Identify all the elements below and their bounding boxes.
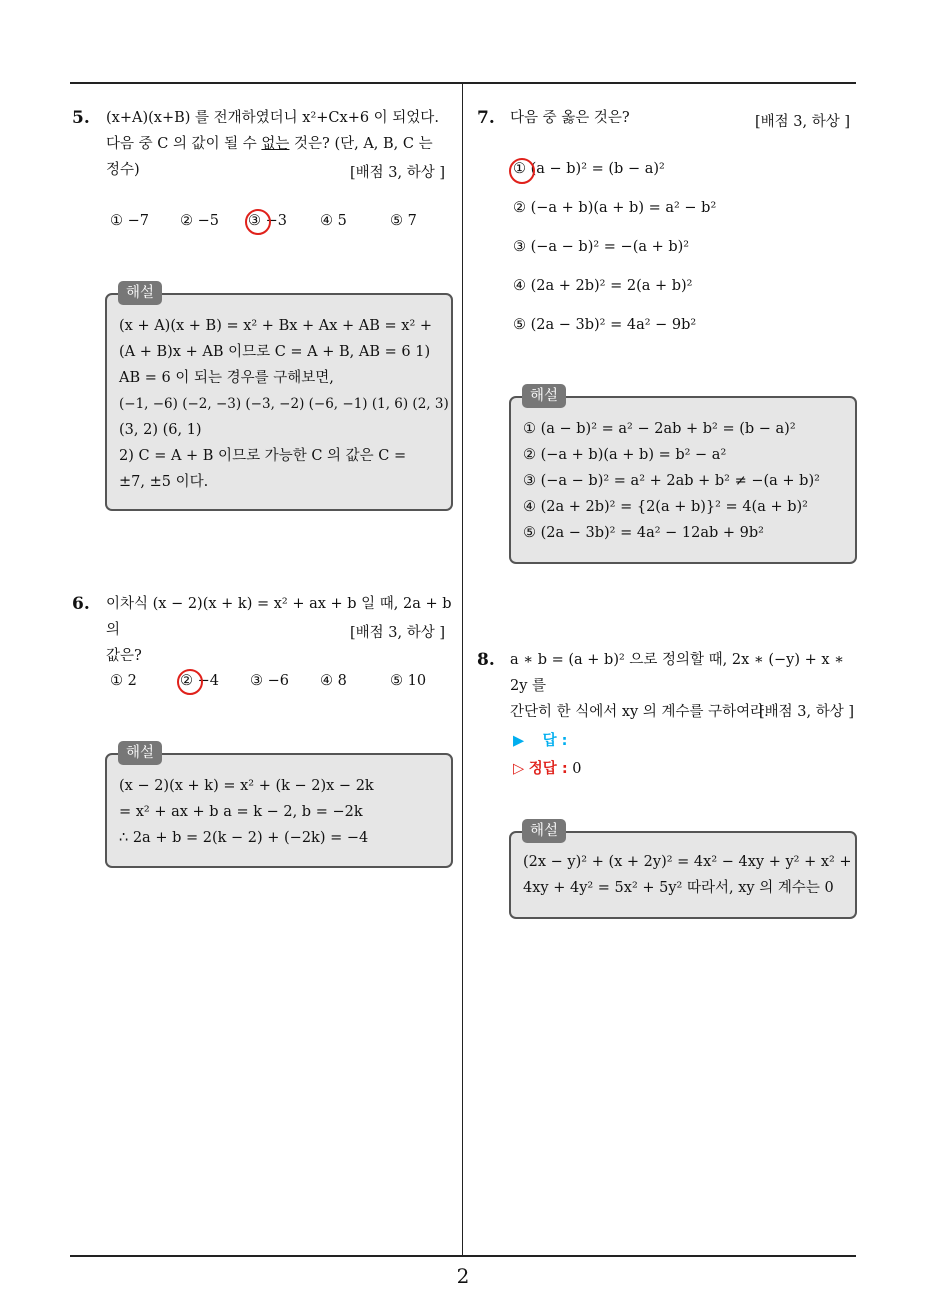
bottom-rule [70, 1255, 856, 1257]
correct-arrow-icon: ▷ [513, 761, 525, 777]
q5-solution-line: (A + B)x + AB 이므로 C = A + B, AB = 6 1) [119, 344, 431, 360]
q8-solution-box [509, 831, 857, 919]
q8-line1: a ∗ b = (a + b)² 으로 정의할 때, 2x ∗ (−y) + x ∗ 2y 를 [510, 652, 845, 694]
answer-circle-mark [177, 669, 203, 695]
q6-line2: 값은? [106, 648, 142, 664]
q5-line2: 다음 중 C 의 값이 될 수 없는 것은? (단, A, B, C 는 [106, 136, 433, 152]
answer-arrow-icon: ▶ [513, 733, 525, 749]
q8-correct-row [513, 757, 581, 778]
q6-option-3[interactable]: ③ −6 [250, 673, 289, 689]
q6-solution-box [105, 753, 453, 868]
column-divider [462, 83, 463, 1256]
q5-options [110, 213, 440, 229]
answer-circle-mark [509, 158, 535, 184]
q6-option-5[interactable]: ⑤ 10 [390, 673, 427, 689]
q5-solution-box [105, 293, 453, 511]
q7-solution-line: ① (a − b)² = a² − 2ab + b² = (b − a)² [523, 421, 796, 437]
q5-option-4[interactable]: ④ 5 [320, 213, 347, 229]
q6-solution-tag: 해설 [118, 741, 162, 765]
q6-option-4[interactable]: ④ 8 [320, 673, 347, 689]
q7-text: 다음 중 옳은 것은? [510, 110, 630, 126]
q7-solution-line: ② (−a + b)(a + b) = b² − a² [523, 447, 727, 463]
q5-solution-tag: 해설 [118, 281, 162, 305]
q6-meta: [배점 3, 하상 ] [350, 625, 446, 641]
q7-option-5[interactable]: ⑤ (2a − 3b)² = 4a² − 9b² [513, 317, 697, 333]
q8-solution-tag: 해설 [522, 819, 566, 843]
q7-number: 7. [477, 108, 495, 128]
q8-line2: 간단히 한 식에서 xy 의 계수를 구하여라. [510, 704, 769, 720]
q7-solution-line: ④ (2a + 2b)² = {2(a + b)}² = 4(a + b)² [523, 499, 808, 515]
q5-option-5[interactable]: ⑤ 7 [390, 213, 417, 229]
q8-solution-line: (2x − y)² + (x + 2y)² = 4x² − 4xy + y² + x² + [523, 854, 852, 870]
q5-line1: (x+A)(x+B) 를 전개하였더니 x²+Cx+6 이 되었다. [106, 110, 439, 126]
q7-option-1[interactable]: ① (a − b)² = (b − a)² [513, 161, 665, 177]
q7-option-4[interactable]: ④ (2a + 2b)² = 2(a + b)² [513, 278, 693, 294]
q6-number: 6. [72, 594, 90, 614]
q8-solution-line: 4xy + 4y² = 5x² + 5y² 따라서, xy 의 계수는 0 [523, 880, 834, 896]
correct-value: 0 [572, 761, 582, 777]
answer-label: 답 : [542, 733, 568, 749]
q6-options [110, 673, 440, 689]
q7-solution-line: ⑤ (2a − 3b)² = 4a² − 12ab + 9b² [523, 525, 764, 541]
q7-solution-box [509, 396, 857, 564]
q6-solution-line: (x − 2)(x + k) = x² + (k − 2)x − 2k [119, 778, 374, 794]
q5-solution-line: 2) C = A + B 이므로 가능한 C 의 값은 C = [119, 448, 407, 464]
q5-number: 5. [72, 108, 90, 128]
q8-number: 8. [477, 650, 495, 670]
answer-circle-mark [245, 209, 271, 235]
page-number: 2 [456, 1264, 470, 1288]
q5-line3: 정수) [106, 162, 140, 178]
q5-option-2[interactable]: ② −5 [180, 213, 219, 229]
q5-solution-line: ±7, ±5 이다. [119, 474, 209, 490]
q5-solution-line: AB = 6 이 되는 경우를 구해보면, [119, 370, 334, 386]
q5-option-3[interactable]: ③ −3 [248, 213, 320, 229]
q5-meta: [배점 3, 하상 ] [350, 165, 446, 181]
q7-solution-line: ③ (−a − b)² = a² + 2ab + b² ≠ −(a + b)² [523, 473, 820, 489]
q6-solution-line: = x² + ax + b a = k − 2, b = −2k [119, 804, 363, 820]
q6-option-2[interactable]: ② −4 [180, 673, 250, 689]
q5-solution-line: (3, 2) (6, 1) [119, 422, 202, 438]
q6-option-1[interactable]: ① 2 [110, 673, 137, 689]
top-rule [70, 82, 856, 84]
q7-meta: [배점 3, 하상 ] [755, 114, 851, 130]
q8-answer-row [513, 729, 567, 750]
correct-label: 정답 : [528, 761, 568, 777]
q5-underlined-word: 없는 [261, 136, 290, 152]
q7-option-2[interactable]: ② (−a + b)(a + b) = a² − b² [513, 200, 717, 216]
q7-solution-tag: 해설 [522, 384, 566, 408]
q7-option-3[interactable]: ③ (−a − b)² = −(a + b)² [513, 239, 690, 255]
q5-solution-line: (−1, −6) (−2, −3) (−3, −2) (−6, −1) (1, 6) (2, 3) [119, 396, 449, 412]
q6-line1: 이차식 (x − 2)(x + k) = x² + ax + b 일 때, 2a + b 의 [106, 596, 452, 638]
q8-meta: [배점 3, 하상 ] [759, 704, 855, 720]
q6-solution-line: ∴ 2a + b = 2(k − 2) + (−2k) = −4 [119, 830, 369, 846]
q5-solution-line: (x + A)(x + B) = x² + Bx + Ax + AB = x² + [119, 318, 433, 334]
q5-option-1[interactable]: ① −7 [110, 213, 149, 229]
